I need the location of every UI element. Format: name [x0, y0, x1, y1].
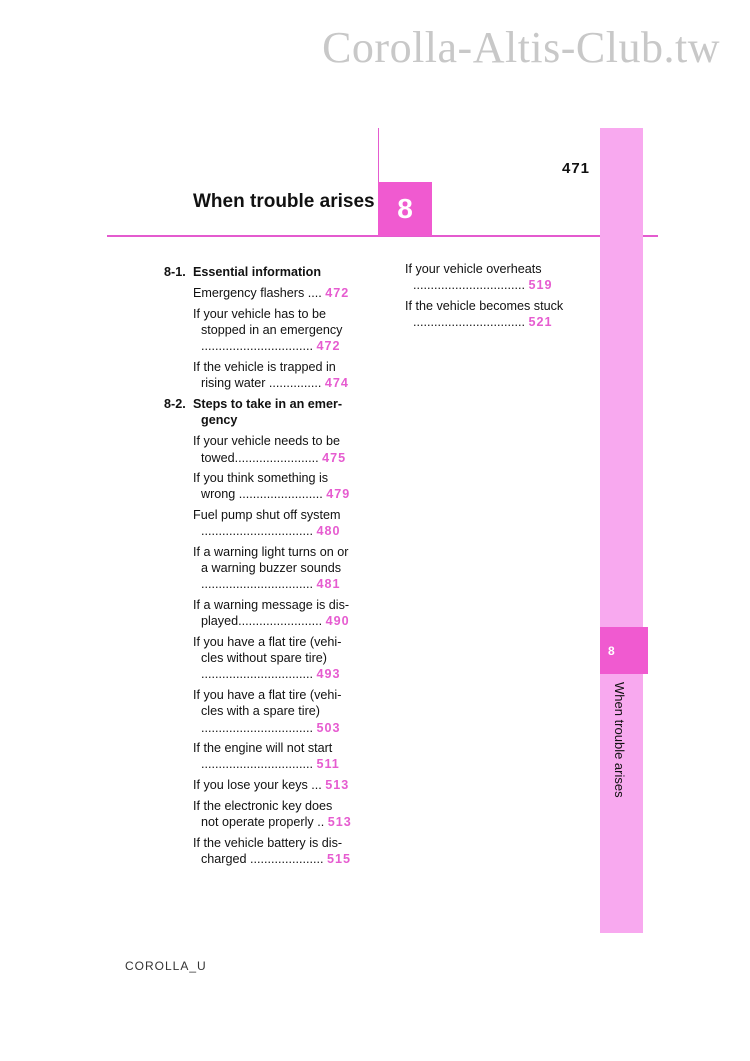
toc-entry[interactable]	[193, 687, 364, 736]
toc-entry-text: If your vehicle has to be	[193, 306, 327, 321]
toc-page-link[interactable]: 493	[316, 667, 341, 682]
section-number: 8-2.	[164, 396, 186, 411]
toc-entry-text: If you have a flat tire (vehi-	[193, 688, 342, 703]
chapter-title: When trouble arises	[193, 191, 375, 212]
toc-right-column	[405, 261, 580, 335]
toc-entry-text: charged .....................	[201, 852, 324, 866]
side-tab-chapter-number: 8	[600, 627, 648, 674]
toc-entry[interactable]	[193, 285, 364, 301]
toc-entry[interactable]	[193, 597, 364, 629]
toc-entry-text: cles with a spare tire)	[201, 704, 320, 719]
toc-page-link[interactable]: 481	[316, 577, 341, 592]
toc-page-link[interactable]: 521	[528, 315, 553, 330]
toc-entry-text: If the vehicle is trapped in	[193, 360, 336, 375]
toc-entry-text: If your vehicle overheats	[405, 262, 542, 276]
toc-entry-text: not operate properly ..	[201, 815, 325, 830]
watermark: Corolla-Altis-Club.tw	[322, 23, 720, 72]
toc-entry[interactable]	[193, 634, 364, 683]
toc-entry[interactable]	[193, 433, 364, 465]
toc-entry-text: If the vehicle battery is dis-	[193, 835, 343, 850]
section-title: Essential information	[193, 265, 322, 279]
toc-entry[interactable]	[193, 306, 364, 355]
toc-entry[interactable]	[193, 798, 364, 830]
toc-entry[interactable]	[405, 261, 580, 293]
toc-entry[interactable]	[405, 298, 580, 330]
toc-entry[interactable]	[193, 835, 364, 867]
toc-entry-text: a warning buzzer sounds	[201, 561, 342, 576]
toc-entry-text: If a warning message is dis-	[193, 598, 350, 613]
toc-left-column	[164, 264, 364, 872]
toc-leader-dots: ................................	[413, 278, 525, 293]
toc-page-link[interactable]: 472	[325, 286, 350, 301]
toc-entry[interactable]	[193, 359, 364, 391]
toc-entry-text: If the electronic key does	[193, 798, 333, 813]
toc-section-heading	[164, 264, 364, 280]
toc-entry[interactable]	[193, 470, 364, 502]
toc-section-heading	[164, 396, 364, 428]
page-number: 471	[562, 160, 591, 177]
toc-entry[interactable]	[193, 507, 364, 539]
toc-leader-dots: ................................	[201, 757, 313, 772]
toc-entry-text: stopped in an emergency	[201, 323, 343, 338]
toc-entry-text: rising water ...............	[201, 376, 322, 391]
toc-entry[interactable]	[193, 740, 364, 772]
toc-entry-text: Fuel pump shut off system	[193, 508, 341, 523]
toc-leader-dots: ................................	[201, 720, 313, 735]
toc-page-link[interactable]: 479	[326, 487, 351, 502]
toc-page-link[interactable]: 475	[322, 450, 347, 465]
toc-entry-text: wrong ........................	[201, 487, 323, 502]
section-title: Steps to take in an emer- gency	[193, 396, 343, 428]
side-tab-label: When trouble arises	[612, 682, 627, 798]
toc-page-link[interactable]: 503	[316, 720, 341, 735]
toc-entry-text: cles without spare tire)	[201, 651, 327, 666]
toc-entry[interactable]	[193, 777, 364, 793]
toc-page-link[interactable]: 480	[316, 524, 341, 539]
toc-page-link[interactable]: 519	[528, 278, 553, 293]
toc-entry-text: If you lose your keys ...	[193, 778, 322, 793]
toc-leader-dots: ................................	[201, 339, 313, 354]
toc-page-link[interactable]: 513	[325, 778, 350, 793]
toc-entry-text: If you think something is	[193, 471, 329, 486]
toc-entry-text: If the vehicle becomes stuck	[405, 298, 564, 313]
toc-entry-text: If your vehicle needs to be	[193, 434, 341, 449]
side-thumb-strip	[600, 128, 643, 933]
toc-page-link[interactable]: 511	[316, 757, 340, 772]
toc-leader-dots: ................................	[413, 315, 525, 330]
header-vertical-rule	[378, 128, 379, 183]
toc-entry-text: If a warning light turns on or	[193, 545, 349, 560]
toc-leader-dots: ................................	[201, 667, 313, 682]
toc-page-link[interactable]: 474	[324, 376, 349, 391]
toc-entry-text: Emergency flashers ....	[193, 286, 322, 301]
toc-page-link[interactable]: 513	[327, 815, 352, 830]
footer-model-code: COROLLA_U	[125, 959, 207, 973]
toc-page-link[interactable]: 490	[325, 614, 350, 629]
chapter-number-box: 8	[378, 182, 432, 236]
toc-entry[interactable]	[193, 544, 364, 593]
toc-entry-text: towed........................	[201, 450, 319, 465]
toc-entry-text: If you have a flat tire (vehi-	[193, 635, 342, 650]
section-number: 8-1.	[164, 265, 186, 279]
toc-entry-text: played........................	[201, 614, 323, 629]
toc-page-link[interactable]: 472	[316, 339, 341, 354]
toc-leader-dots: ................................	[201, 524, 313, 539]
toc-page-link[interactable]: 515	[327, 852, 352, 866]
toc-leader-dots: ................................	[201, 577, 313, 592]
toc-entry-text: If the engine will not start	[193, 741, 333, 756]
